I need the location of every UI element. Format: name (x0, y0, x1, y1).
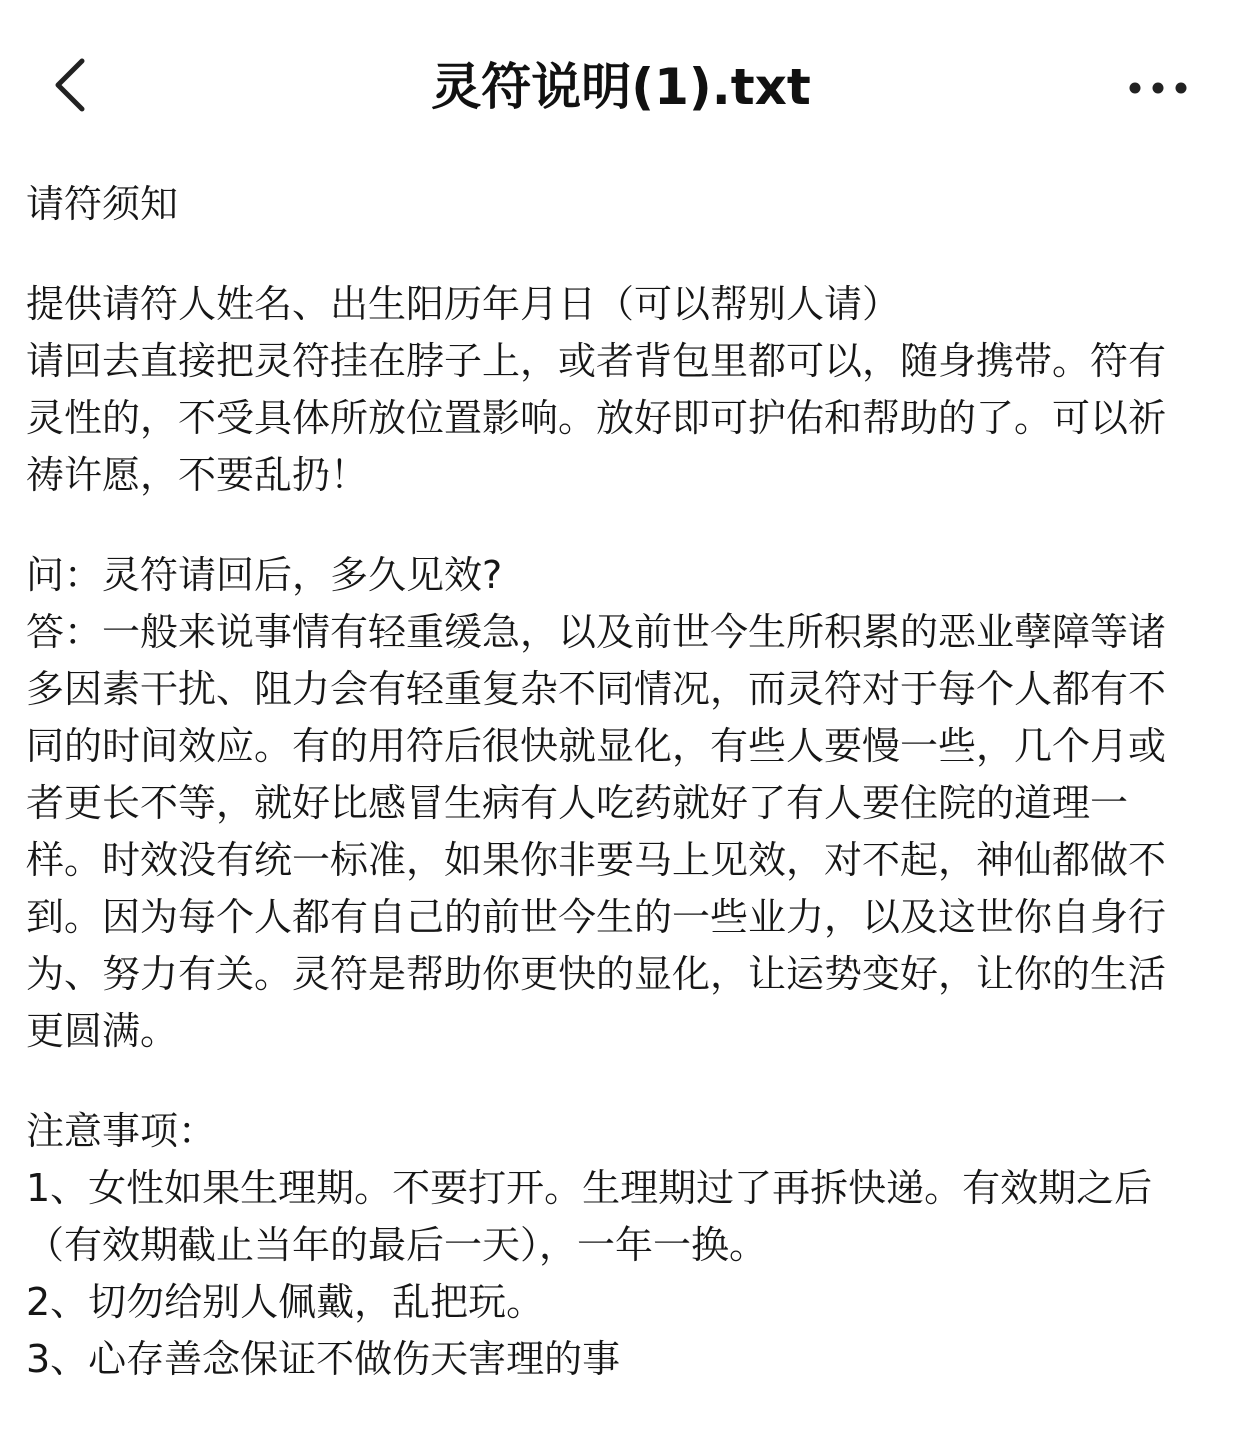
paragraph-faq (26, 547, 1196, 1060)
text-line: 灵性的，不受具体所放位置影响。放好即可护佑和帮助的了。可以祈 (26, 396, 1167, 440)
back-button[interactable] (30, 45, 110, 125)
top-navigation-bar (0, 0, 1242, 175)
chevron-left-icon (50, 55, 90, 115)
text-line: 2、切勿给别人佩戴，乱把玩。 (26, 1280, 545, 1324)
more-horizontal-icon (1128, 81, 1188, 95)
more-options-button[interactable] (1118, 58, 1198, 118)
text-line: 3、心存善念保证不做伤天害理的事 (26, 1337, 621, 1381)
text-line: 同的时间效应。有的用符后很快就显化，有些人要慢一些，几个月或 (26, 724, 1167, 768)
text-line: 者更长不等，就好比感冒生病有人吃药就好了有人要住院的道理一 (26, 781, 1129, 825)
text-line: 样。时效没有统一标准，如果你非要马上见效，对不起，神仙都做不 (26, 838, 1167, 882)
text-line: （有效期截止当年的最后一天），一年一换。 (26, 1223, 768, 1267)
document-content (26, 176, 1196, 1388)
paragraph-notes (26, 1103, 1196, 1388)
text-line: 祷许愿，不要乱扔！ (26, 453, 369, 497)
text-line: 到。因为每个人都有自己的前世今生的一些业力，以及这世你自身行 (26, 895, 1167, 939)
text-line: 问：灵符请回后，多久见效? (26, 553, 503, 597)
text-line: 答：一般来说事情有轻重缓急，以及前世今生所积累的恶业孽障等诸 (26, 610, 1167, 654)
text-line: 提供请符人姓名、出生阳历年月日（可以帮别人请） (26, 282, 901, 326)
text-line: 为、努力有关。灵符是帮助你更快的显化，让运势变好，让你的生活 (26, 952, 1167, 996)
text-line: 请回去直接把灵符挂在脖子上，或者背包里都可以，随身携带。符有 (26, 339, 1167, 383)
text-line: 1、女性如果生理期。不要打开。生理期过了再拆快递。有效期之后 (26, 1166, 1153, 1210)
page-title: 灵符说明(1).txt (431, 58, 811, 116)
text-line: 多因素干扰、阻力会有轻重复杂不同情况，而灵符对于每个人都有不 (26, 667, 1167, 711)
paragraph-instructions (26, 276, 1196, 504)
text-line: 注意事项： (26, 1109, 217, 1153)
document-heading: 请符须知 (26, 182, 179, 226)
text-line: 更圆满。 (26, 1009, 179, 1053)
